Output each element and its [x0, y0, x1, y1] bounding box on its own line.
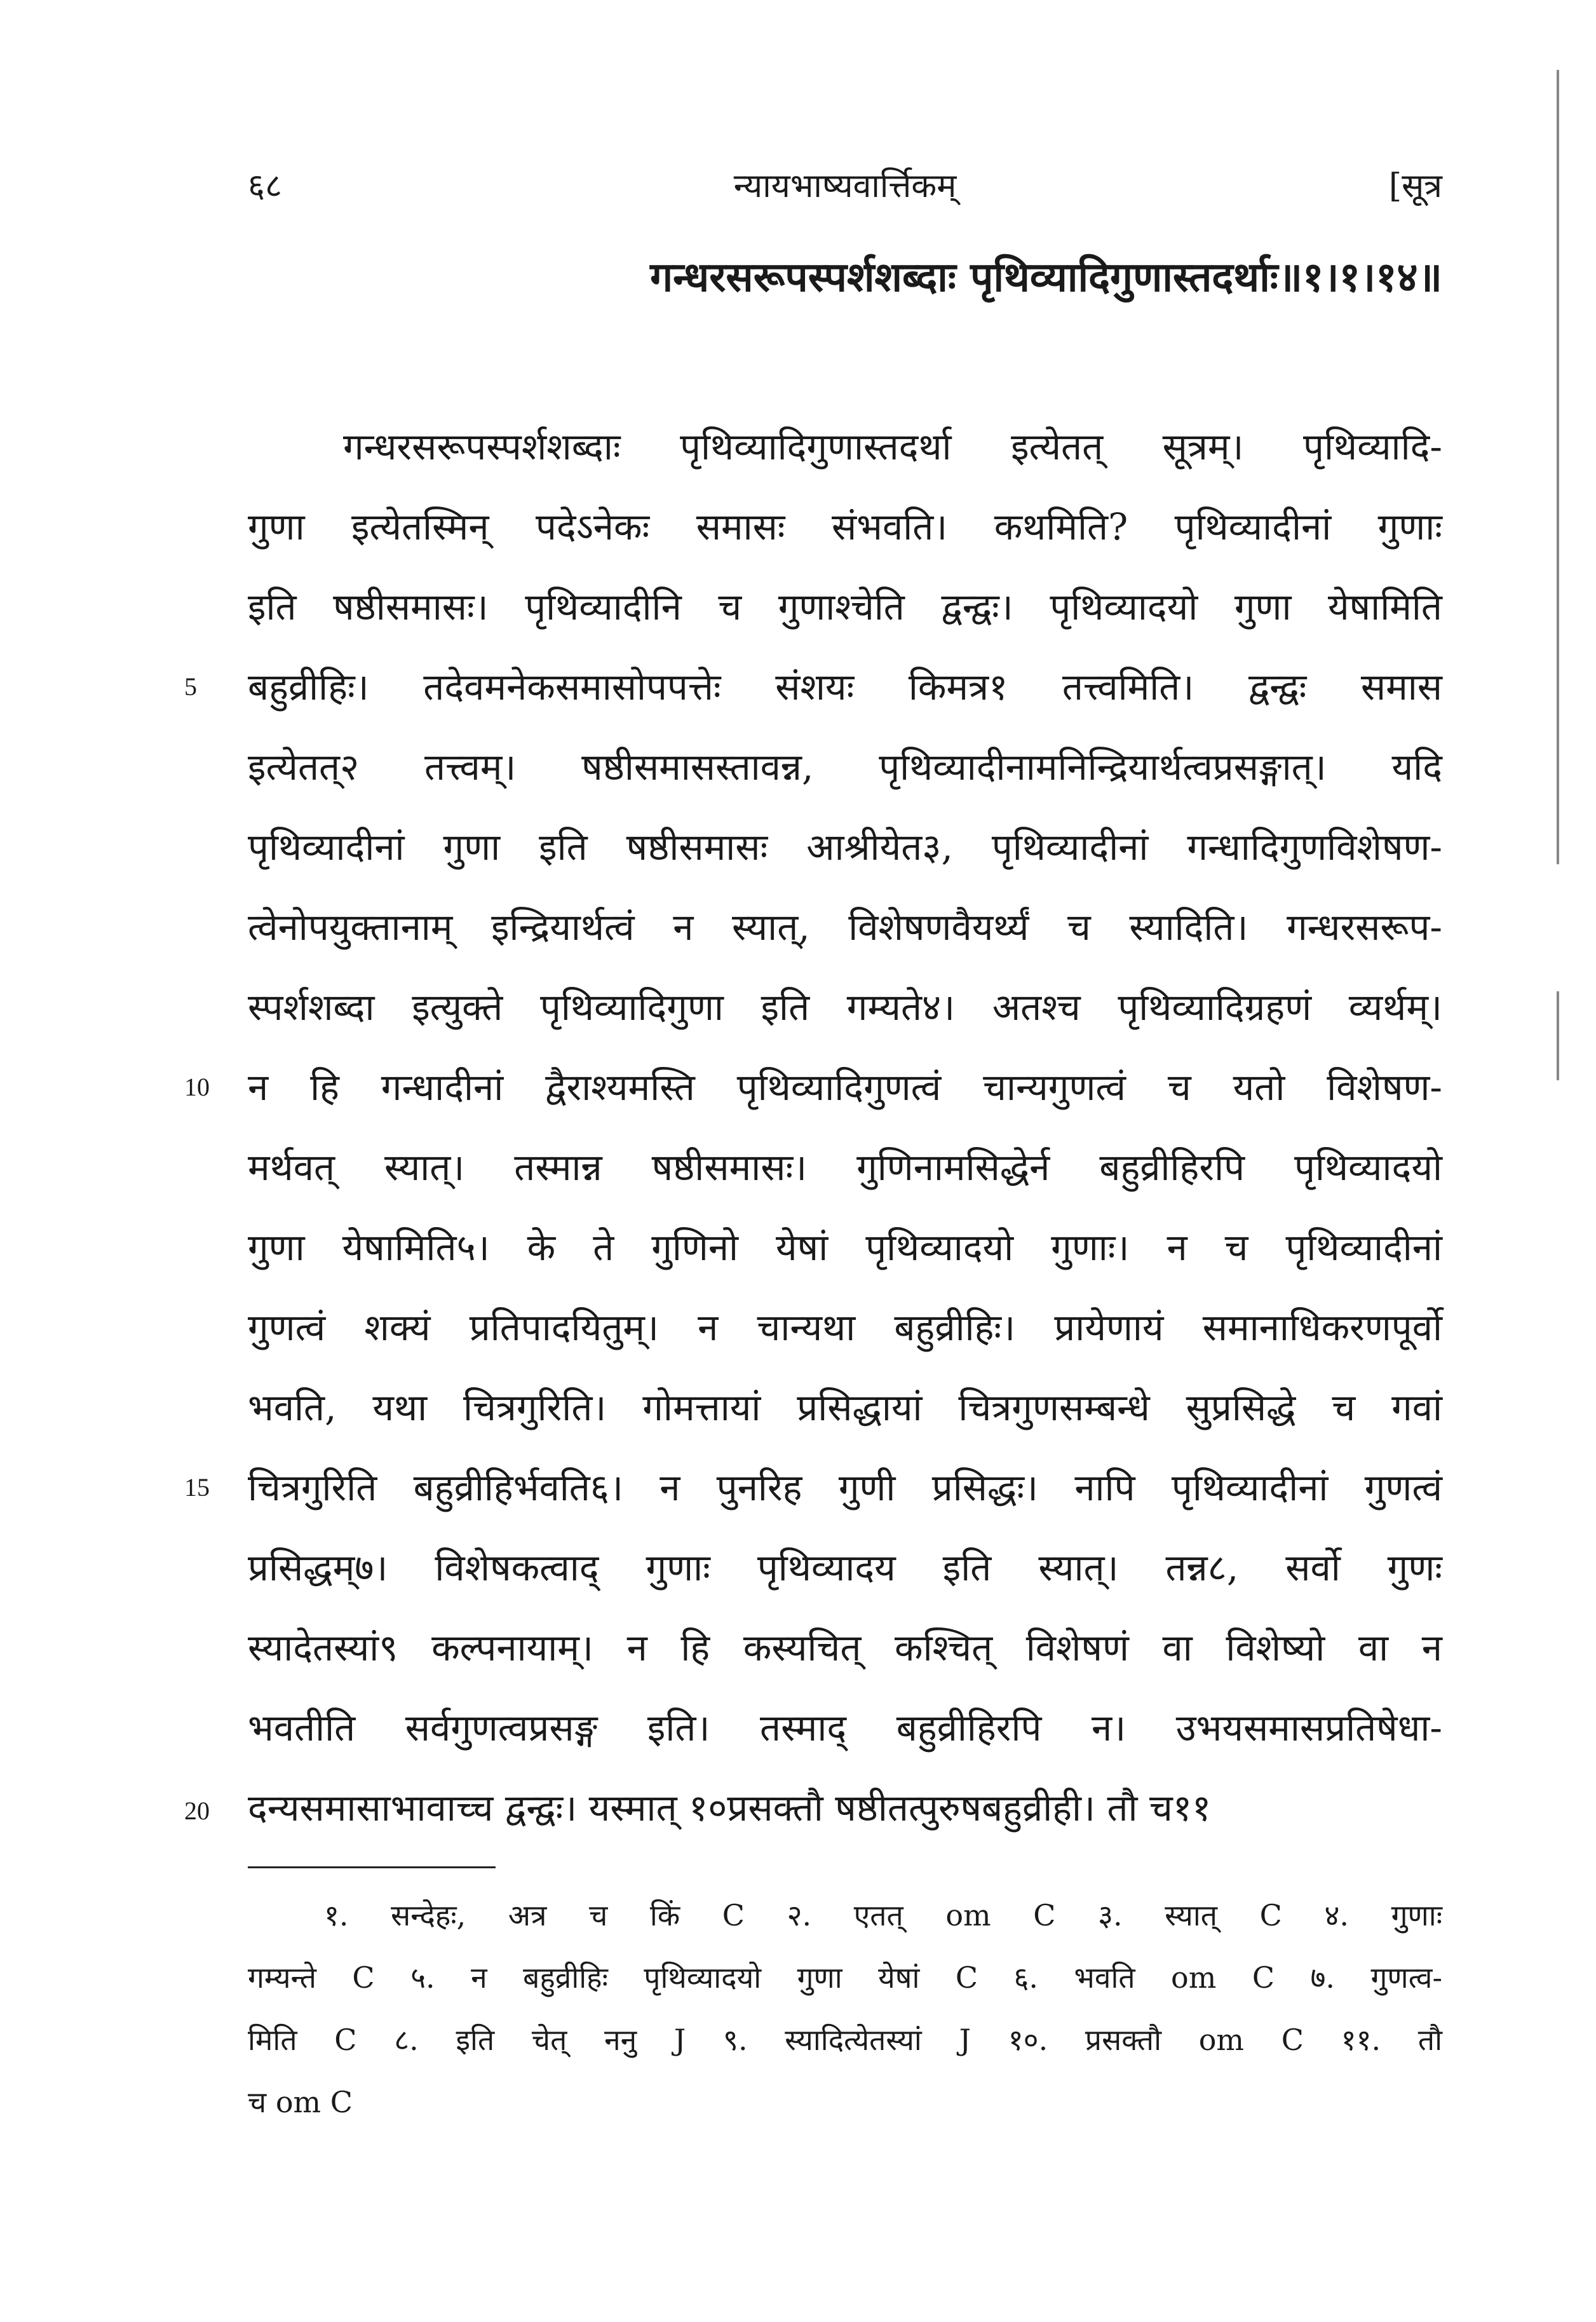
line-text: प्रसिद्धम्७। विशेषकत्वाद् गुणाः पृथिव्यादय इति स्यात्। तन्न८, सर्वो गुणः: [248, 1546, 1442, 1589]
line-text: पृथिव्यादीनां गुणा इति षष्ठीसमासः आश्रीयेत३, पृथिव्यादीनां गन्धादिगुणविशेषण-: [248, 825, 1442, 869]
text-line: [248, 487, 1442, 567]
footnote-divider: [248, 1866, 496, 1868]
footnote-line: १. सन्देहः, अत्र च किं C २. एतत् om C ३. स्यात् C ४. गुणाः: [324, 1898, 1442, 1932]
line-text: त्वेनोपयुक्तानाम् इन्द्रियार्थत्वं न स्यात्, विशेषणवैयर्थ्यं च स्यादिति। गन्धरसरूप-: [248, 906, 1442, 949]
footnotes: [248, 1884, 1442, 2133]
footnote-line: गम्यन्ते C ५. न बहुव्रीहिः पृथिव्यादयो गुणा येषां C ६. भवति om C ७. गुणत्व-: [248, 1960, 1442, 1995]
page-header: [248, 162, 1442, 219]
text-line: [248, 567, 1442, 647]
text-line: [248, 1608, 1442, 1688]
line-number: 20: [184, 1796, 210, 1825]
line-text: गुणा इत्येतस्मिन् पदेऽनेकः समासः संभवति। कथमिति? पृथिव्यादीनां गुणाः: [248, 505, 1442, 548]
line-text: गन्धरसरूपस्पर्शशब्दाः पृथिव्यादिगुणास्तदर्था इत्येतत् सूत्रम्। पृथिव्यादि-: [343, 425, 1442, 468]
line-text: मर्थवत् स्यात्। तस्मान्न षष्ठीसमासः। गुणिनामसिद्धेर्न बहुव्रीहिरपि पृथिव्यादयो: [248, 1146, 1442, 1189]
footnote-line: मिति C ८. इति चेत् ननु J ९. स्यादित्येतस्यां J १०. प्रसक्तौ om C ११. तौ: [248, 2023, 1442, 2057]
line-text: दन्यसमासाभावाच्च द्वन्द्वः। यस्मात् १०प्रसक्तौ षष्ठीतत्पुरुषबहुव्रीही। तौ च११: [248, 1786, 1212, 1830]
section-label: [सूत्र: [1388, 167, 1442, 205]
line-text: गुणत्वं शक्यं प्रतिपादयितुम्। न चान्यथा बहुव्रीहिः। प्रायेणायं समानाधिकरणपूर्वो: [248, 1306, 1442, 1349]
line-text: भवति, यथा चित्रगुरिति। गोमत्तायां प्रसिद्धायां चित्रगुणसम्बन्धे सुप्रसिद्धे च गवां: [248, 1386, 1442, 1429]
footnote-line: च om C: [248, 2085, 353, 2119]
line-text: गुणा येषामिति५। के ते गुणिनो येषां पृथिव्यादयो गुणाः। न च पृथिव्यादीनां: [248, 1226, 1442, 1269]
scan-edge-shadow: [1557, 70, 1559, 864]
text-line: [248, 1127, 1442, 1207]
line-number: 5: [184, 672, 197, 701]
line-text: भवतीति सर्वगुणत्वप्रसङ्ग इति। तस्माद् बहुव्रीहिरपि न। उभयसमासप्रतिषेधा-: [248, 1706, 1442, 1749]
line-text: चित्रगुरिति बहुव्रीहिर्भवति६। न पुनरिह गुणी प्रसिद्धः। नापि पृथिव्यादीनां गुणत्वं: [248, 1466, 1442, 1509]
text-line: [248, 1768, 1442, 1848]
page-number: ६८: [248, 167, 283, 205]
line-text: स्यादेतस्यां९ कल्पनायाम्। न हि कस्यचित् कश्चित् विशेषणं वा विशेष्यो वा न: [248, 1626, 1442, 1669]
line-text: स्पर्शशब्दा इत्युक्ते पृथिव्यादिगुणा इति गम्यते४। अतश्च पृथिव्यादिग्रहणं व्यर्थम्।: [248, 986, 1442, 1029]
text-line: [184, 1047, 1442, 1127]
text-line: [248, 727, 1442, 807]
line-number: 10: [184, 1073, 210, 1101]
text-line: [248, 1528, 1442, 1608]
text-line: [248, 1368, 1442, 1448]
line-number: 15: [184, 1473, 210, 1502]
text-line: [248, 1287, 1442, 1368]
text-line: [248, 1688, 1442, 1768]
text-line: [248, 407, 1442, 487]
text-line: [184, 1448, 1442, 1528]
running-title: न्यायभाष्यवार्त्तिकम्: [733, 167, 957, 205]
line-text: इत्येतत्२ तत्त्वम्। षष्ठीसमासस्तावन्न, पृथिव्यादीनामनिन्द्रियार्थत्वप्रसङ्गात्। यदि: [248, 745, 1442, 789]
text-line: [248, 887, 1442, 967]
text-line: [248, 967, 1442, 1047]
text-line: [248, 1207, 1442, 1287]
text-line: [248, 807, 1442, 887]
scan-edge-shadow: [1557, 991, 1559, 1080]
sutra-heading: गन्धरसरूपस्पर्शशब्दाः पृथिव्यादिगुणास्तदर्थाः॥१।१।१४॥: [650, 254, 1442, 301]
line-text: इति षष्ठीसमासः। पृथिव्यादीनि च गुणाश्चेति द्वन्द्वः। पृथिव्यादयो गुणा येषामिति: [248, 585, 1442, 628]
line-text: न हि गन्धादीनां द्वैराश्यमस्ति पृथिव्यादिगुणत्वं चान्यगुणत्वं च यतो विशेषण-: [248, 1066, 1442, 1109]
line-text: बहुव्रीहिः। तदेवमनेकसमासोपपत्तेः संशयः किमत्र१ तत्त्वमिति। द्वन्द्वः समास: [248, 665, 1442, 709]
text-line: [184, 647, 1442, 727]
